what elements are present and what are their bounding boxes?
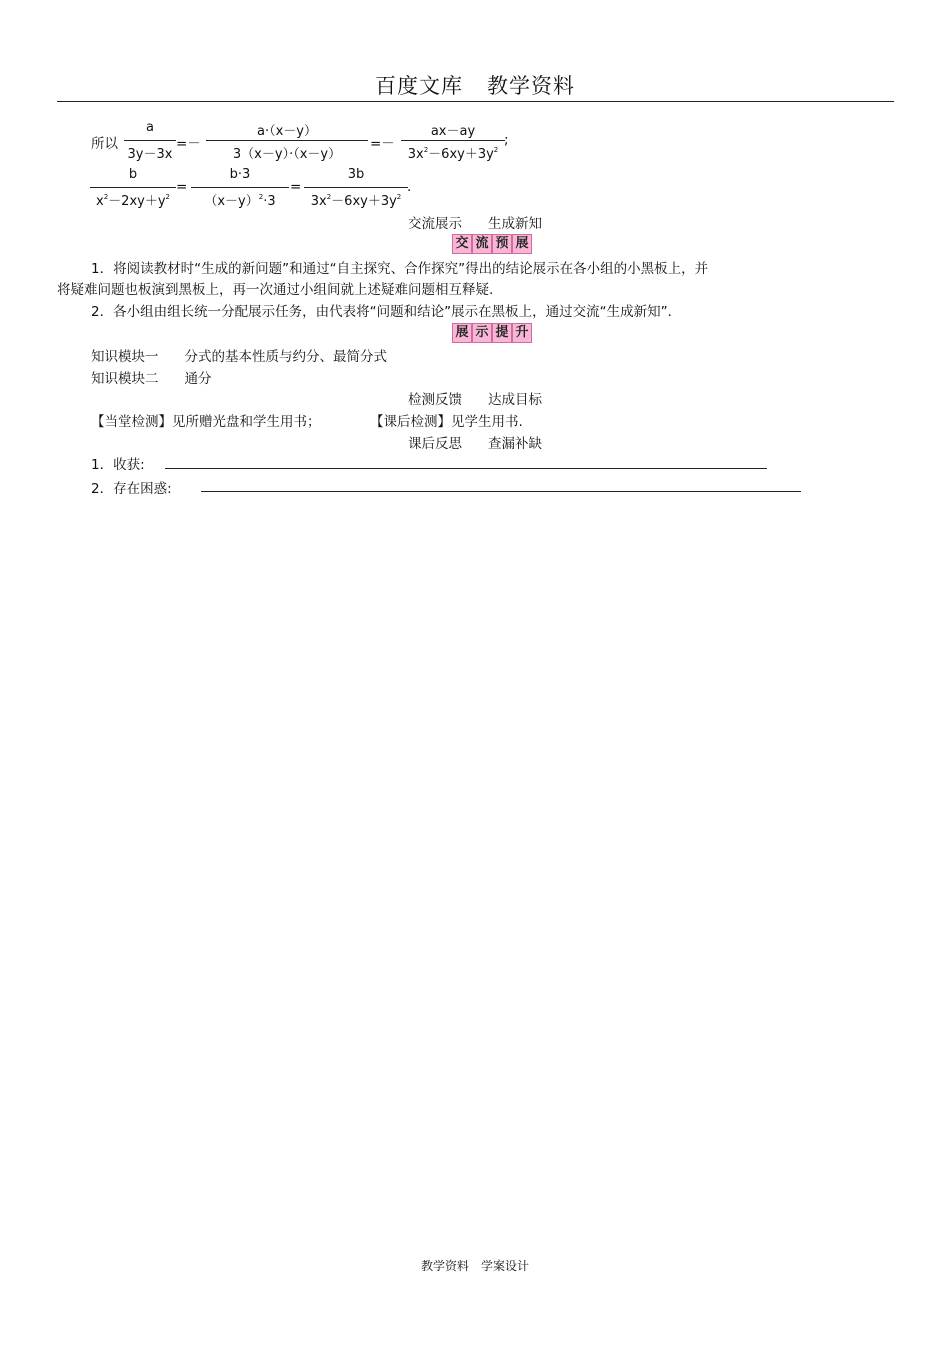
formula1-eq2: =－ — [370, 136, 395, 152]
module-label: 知识模块一 — [91, 349, 159, 365]
doubt-prompt: 2．存在困惑: — [91, 481, 172, 497]
section-heading-left: 交流展示 — [408, 216, 462, 232]
header-rule — [57, 101, 894, 102]
paragraph-2: 2．各小组由组长统一分配展示任务，由代表将“问题和结论”展示在黑板上，通过交流“生成新知”． — [91, 304, 682, 320]
footer — [0, 1257, 950, 1274]
exponent: 2 — [423, 146, 429, 154]
exponent: 2 — [103, 193, 109, 201]
exponent: 2 — [258, 193, 264, 201]
formula1-fraction-2 — [206, 120, 368, 164]
formula2-fraction-1 — [90, 167, 176, 211]
fraction-bar — [401, 140, 505, 141]
badge-char: 预 — [492, 234, 512, 254]
fraction-bar — [124, 140, 176, 141]
gain-prompt: 1．收获: — [91, 457, 145, 473]
badge-char: 提 — [492, 323, 512, 343]
formula2-fraction-2 — [191, 167, 289, 211]
den-part: ·3 — [263, 194, 276, 209]
den-part: x — [96, 194, 104, 209]
formula1-f1-numerator: a — [146, 120, 154, 135]
formula1-fraction-1 — [124, 120, 176, 164]
gain-answer-line[interactable] — [165, 468, 767, 469]
formula2-end: . — [407, 179, 412, 195]
knowledge-module-2 — [91, 367, 212, 387]
section-heading-feedback — [0, 388, 950, 408]
header-title — [0, 70, 950, 100]
formula2-eq1: = — [176, 179, 188, 195]
paragraph-1-line-2: 将疑难问题也板演到黑板上，再一次通过小组间就上述疑难问题相互释疑. — [57, 282, 494, 298]
exponent: 2 — [396, 193, 402, 201]
module-text: 通分 — [184, 371, 212, 387]
formula2-f3-denominator — [304, 190, 408, 209]
exponent: 2 — [165, 193, 170, 201]
fraction-bar — [90, 187, 176, 188]
section-heading-left: 课后反思 — [408, 436, 462, 452]
fraction-bar — [304, 187, 408, 188]
paragraph-1-line-1: 1．将阅读教材时“生成的新问题”和通过“自主探究、合作探究”得出的结论展示在各小组的小黑板上，并 — [91, 261, 709, 277]
den-part: 3x — [310, 194, 327, 209]
badge-char: 示 — [472, 323, 492, 343]
den-part: －6xy＋3y — [331, 194, 397, 209]
doubt-answer-line[interactable] — [201, 491, 801, 492]
knowledge-module-1 — [91, 345, 387, 365]
den-part: －2xy＋y — [108, 194, 166, 209]
section-heading-right: 生成新知 — [488, 216, 542, 232]
fraction-bar — [191, 187, 289, 188]
formula2-f1-denominator — [90, 190, 176, 209]
fraction-bar — [206, 140, 368, 141]
header-title-right: 教学资料 — [487, 74, 575, 98]
badge-char: 流 — [472, 234, 492, 254]
formula1-f3-numerator: ax－ay — [430, 124, 476, 139]
formula1-f2-numerator: a·（x－y） — [257, 124, 317, 139]
section-heading-right: 查漏补缺 — [488, 436, 542, 452]
formula1-eq1: =－ — [176, 136, 201, 152]
section-heading-reflection — [0, 432, 950, 452]
footer-left: 教学资料 — [420, 1259, 469, 1273]
badge-exchange-preview — [452, 234, 532, 254]
badge-char: 升 — [512, 323, 532, 343]
section-heading-right: 达成目标 — [488, 392, 542, 408]
section-heading-exchange — [0, 212, 950, 232]
section-heading-left: 检测反馈 — [408, 392, 462, 408]
in-class-check: 【当堂检测】见所赠光盘和学生用书； — [91, 414, 321, 430]
den-part: 3x — [407, 147, 424, 162]
den-part: －6xy＋3y — [428, 147, 494, 162]
module-label: 知识模块二 — [91, 371, 159, 387]
formula2-eq2: = — [290, 179, 302, 195]
exponent: 2 — [493, 146, 499, 154]
module-text: 分式的基本性质与约分、最简分式 — [184, 349, 387, 365]
after-class-check: 【课后检测】见学生用书. — [370, 414, 523, 430]
formula2-f2-denominator — [191, 190, 289, 209]
formula2-f3-numerator: 3b — [347, 167, 365, 182]
formula1-prefix: 所以 — [91, 136, 118, 152]
formula1-end: ; — [504, 132, 509, 148]
badge-char: 展 — [452, 323, 472, 343]
formula2-f1-numerator: b — [128, 167, 138, 182]
den-part: （x－y） — [204, 194, 259, 209]
formula1-f2-denominator: 3（x－y）·（x－y） — [232, 147, 342, 162]
badge-char: 交 — [452, 234, 472, 254]
badge-char: 展 — [512, 234, 532, 254]
footer-right: 学案设计 — [481, 1259, 530, 1273]
exponent: 2 — [326, 193, 332, 201]
formula1-f3-denominator — [401, 143, 505, 162]
formula1-fraction-3 — [401, 120, 505, 164]
badge-show-improve — [452, 323, 532, 343]
formula2-f2-numerator: b·3 — [229, 167, 251, 182]
formula1-f1-denominator: 3y－3x — [127, 147, 173, 162]
formula2-fraction-3 — [304, 167, 408, 211]
header-title-left: 百度文库 — [375, 74, 463, 98]
